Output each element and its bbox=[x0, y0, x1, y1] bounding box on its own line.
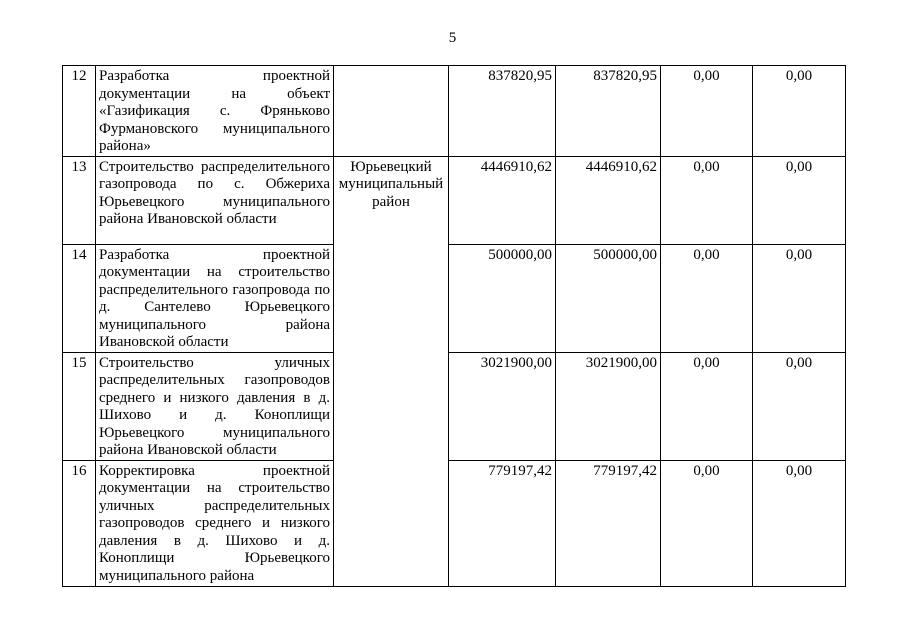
description-cell: Разработка проектной документации на объект «Газификация с. Фряньково Фурмановского муниципального района» bbox=[96, 66, 334, 157]
projects-table bbox=[62, 65, 846, 587]
amount-cell: 4446910,62 bbox=[556, 156, 661, 244]
amount-cell: 0,00 bbox=[661, 156, 753, 244]
amount-cell: 500000,00 bbox=[556, 244, 661, 352]
description-cell: Строительство уличных распределительных газопроводов среднего и низкого давления в д. Шихово и д. Коноплищи Юрьевецкого муниципального района Ивановской области bbox=[96, 352, 334, 460]
amount-cell: 4446910,62 bbox=[449, 156, 556, 244]
amount-cell: 0,00 bbox=[661, 66, 753, 157]
amount-cell: 500000,00 bbox=[449, 244, 556, 352]
table-row bbox=[63, 352, 846, 460]
amount-cell: 3021900,00 bbox=[556, 352, 661, 460]
amount-cell: 3021900,00 bbox=[449, 352, 556, 460]
amount-cell: 0,00 bbox=[753, 352, 846, 460]
row-number-cell: 16 bbox=[63, 460, 96, 586]
amount-cell: 0,00 bbox=[753, 66, 846, 157]
amount-cell: 0,00 bbox=[661, 460, 753, 586]
amount-cell: 0,00 bbox=[753, 156, 846, 244]
page-number: 5 bbox=[448, 30, 457, 46]
table-row bbox=[63, 460, 846, 586]
description-cell: Корректировка проектной документации на строительство уличных распределительных газопроводов среднего и низкого давления в д. Шихово и д. Коноплищи Юрьевецкого муниципального района bbox=[96, 460, 334, 586]
municipality-cell bbox=[334, 66, 449, 157]
description-cell: Строительство распределительного газопровода по с. Обжериха Юрьевецкого муниципального района Ивановской области bbox=[96, 156, 334, 244]
table-row bbox=[63, 244, 846, 352]
row-number-cell: 12 bbox=[63, 66, 96, 157]
table-row bbox=[63, 156, 846, 244]
table-row bbox=[63, 66, 846, 157]
municipality-cell: Юрьевецкий муниципальный район bbox=[334, 156, 449, 586]
row-number-cell: 13 bbox=[63, 156, 96, 244]
amount-cell: 779197,42 bbox=[449, 460, 556, 586]
amount-cell: 0,00 bbox=[661, 352, 753, 460]
amount-cell: 0,00 bbox=[753, 460, 846, 586]
amount-cell: 837820,95 bbox=[556, 66, 661, 157]
description-cell: Разработка проектной документации на строительство распределительного газопровода по д. Сантелево Юрьевецкого муниципального района Ивановской области bbox=[96, 244, 334, 352]
amount-cell: 0,00 bbox=[753, 244, 846, 352]
row-number-cell: 15 bbox=[63, 352, 96, 460]
amount-cell: 0,00 bbox=[661, 244, 753, 352]
amount-cell: 779197,42 bbox=[556, 460, 661, 586]
amount-cell: 837820,95 bbox=[449, 66, 556, 157]
row-number-cell: 14 bbox=[63, 244, 96, 352]
